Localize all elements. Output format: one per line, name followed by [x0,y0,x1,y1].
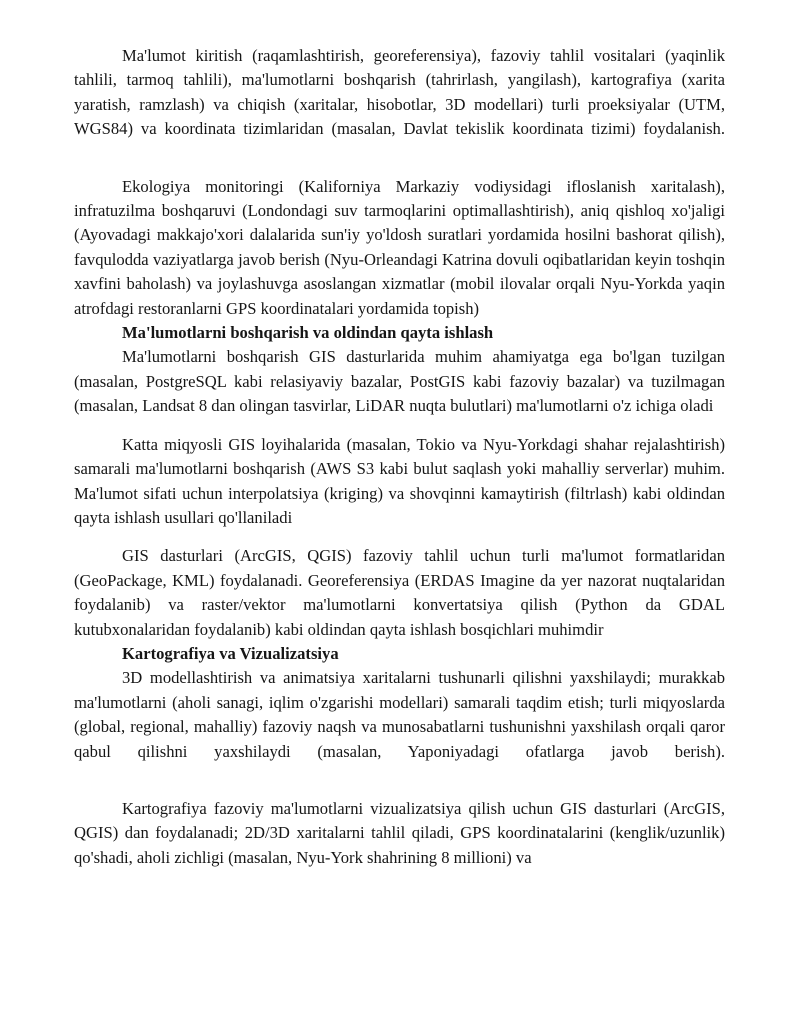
section-heading-cartography: Kartografiya va Vizualizatsiya [122,643,339,663]
paragraph-gis-formats: GIS dasturlari (ArcGIS, QGIS) fazoviy tahlil uchun turli ma'lumot formatlaridan (GeoPackage, KML) foydalanadi. Georeferensiya (ERDAS Imagine da yer nazorat nuqtalaridan foydalanib) va raster/vektor ma'lumotlarni konvertatsiya qilish (Python da GDAL kutubxonalaridan foydalanib) kabi oldindan qayta ishlash bosqichlari muhimdir [74,546,725,639]
paragraph-large-scale-projects: Katta miqyosli GIS loyihalarida (masalan, Tokio va Nyu-Yorkdagi shahar rejalashtirish) samarali ma'lumotlarni boshqarish (AWS S3 kabi bulut saqlash yoki mahalliy serverlar) muhim. Ma'lumot sifati uchun interpolatsiya (kriging) va shovqinni kamaytirish (filtrlash) kabi oldindan qayta ishlash usullari qo'llaniladi [74,434,725,527]
section-heading-data-management: Ma'lumotlarni boshqarish va oldindan qayta ishlash [122,323,494,343]
paragraph-cartography: Kartografiya fazoviy ma'lumotlarni vizualizatsiya qilish uchun GIS dasturlari (ArcGIS, QGIS) dan foydalanadi; 2D/3D xaritalarni tahlil qiladi, GPS koordinatalarini (kenglik/uzunlik) qo'shadi, aholi zichligi (masalan, Nyu-York shahrining 8 millioni) va [74,798,725,867]
paragraph-data-management: Ma'lumotlarni boshqarish GIS dasturlarida muhim ahamiyatga ega bo'lgan tuzilgan (masalan, PostgreSQL kabi relasiyaviy bazalar, PostGIS kabi fazoviy bazalar) va tuzilmagan (masalan, Landsat 8 dan olingan tasvirlar, LiDAR nuqta bulutlari) ma'lumotlarni o'z ichiga oladi [74,347,725,416]
paragraph-3d-modelling: 3D modellashtirish va animatsiya xaritalarni tushunarli qilishni yaxshilaydi; murakkab ma'lumotlarni (aholi sanagi, iqlim o'zgarishi modellari) samarali taqdim etish; turli miqyoslarda (global, regional, mahalliy) fazoviy naqsh va munosabatlarni tushunishni yaxshilash orqali qaror qabul qilishni yaxshilaydi (masalan, Yaponiyadagi ofatlarga javob berish). [74,668,725,761]
paragraph-gis-components: Ma'lumot kiritish (raqamlashtirish, georeferensiya), fazoviy tahlil vositalari (yaqinlik tahlili, tarmoq tahlili), ma'lumotlarni boshqarish (tahrirlash, yangilash), kartografiya (xarita yaratish, ramzlash) va chiqish (xaritalar, hisobotlar, 3D modellari) turli proeksiyalar (UTM, WGS84) va koordinata tizimlaridan (masalan, Davlat tekislik koordinata tizimi) foydalanish. [74,46,725,139]
paragraph-gis-applications: Ekologiya monitoringi (Kaliforniya Markaziy vodiysidagi ifloslanish xaritalash), infratuzilma boshqaruvi (Londondagi suv tarmoqlarini optimallashtirish), aniq qishloq xo'jaligi (Ayovadagi makkajo'xori dalalarida sun'iy yo'ldosh suratlari yordamida hosilni bashorat qilish), favqulodda vaziyatlarga javob berish (Nyu-Orleandagi Katrina dovuli oqibatlaridan keyin toshqin xavfini baholash) va joylashuvga asoslangan xizmatlar (mobil ilovalar orqali Nyu-Yorkda yaqin atrofdagi restoranlarni GPS koordinatalari yordamida topish) [74,176,725,318]
document-page [74,44,725,870]
